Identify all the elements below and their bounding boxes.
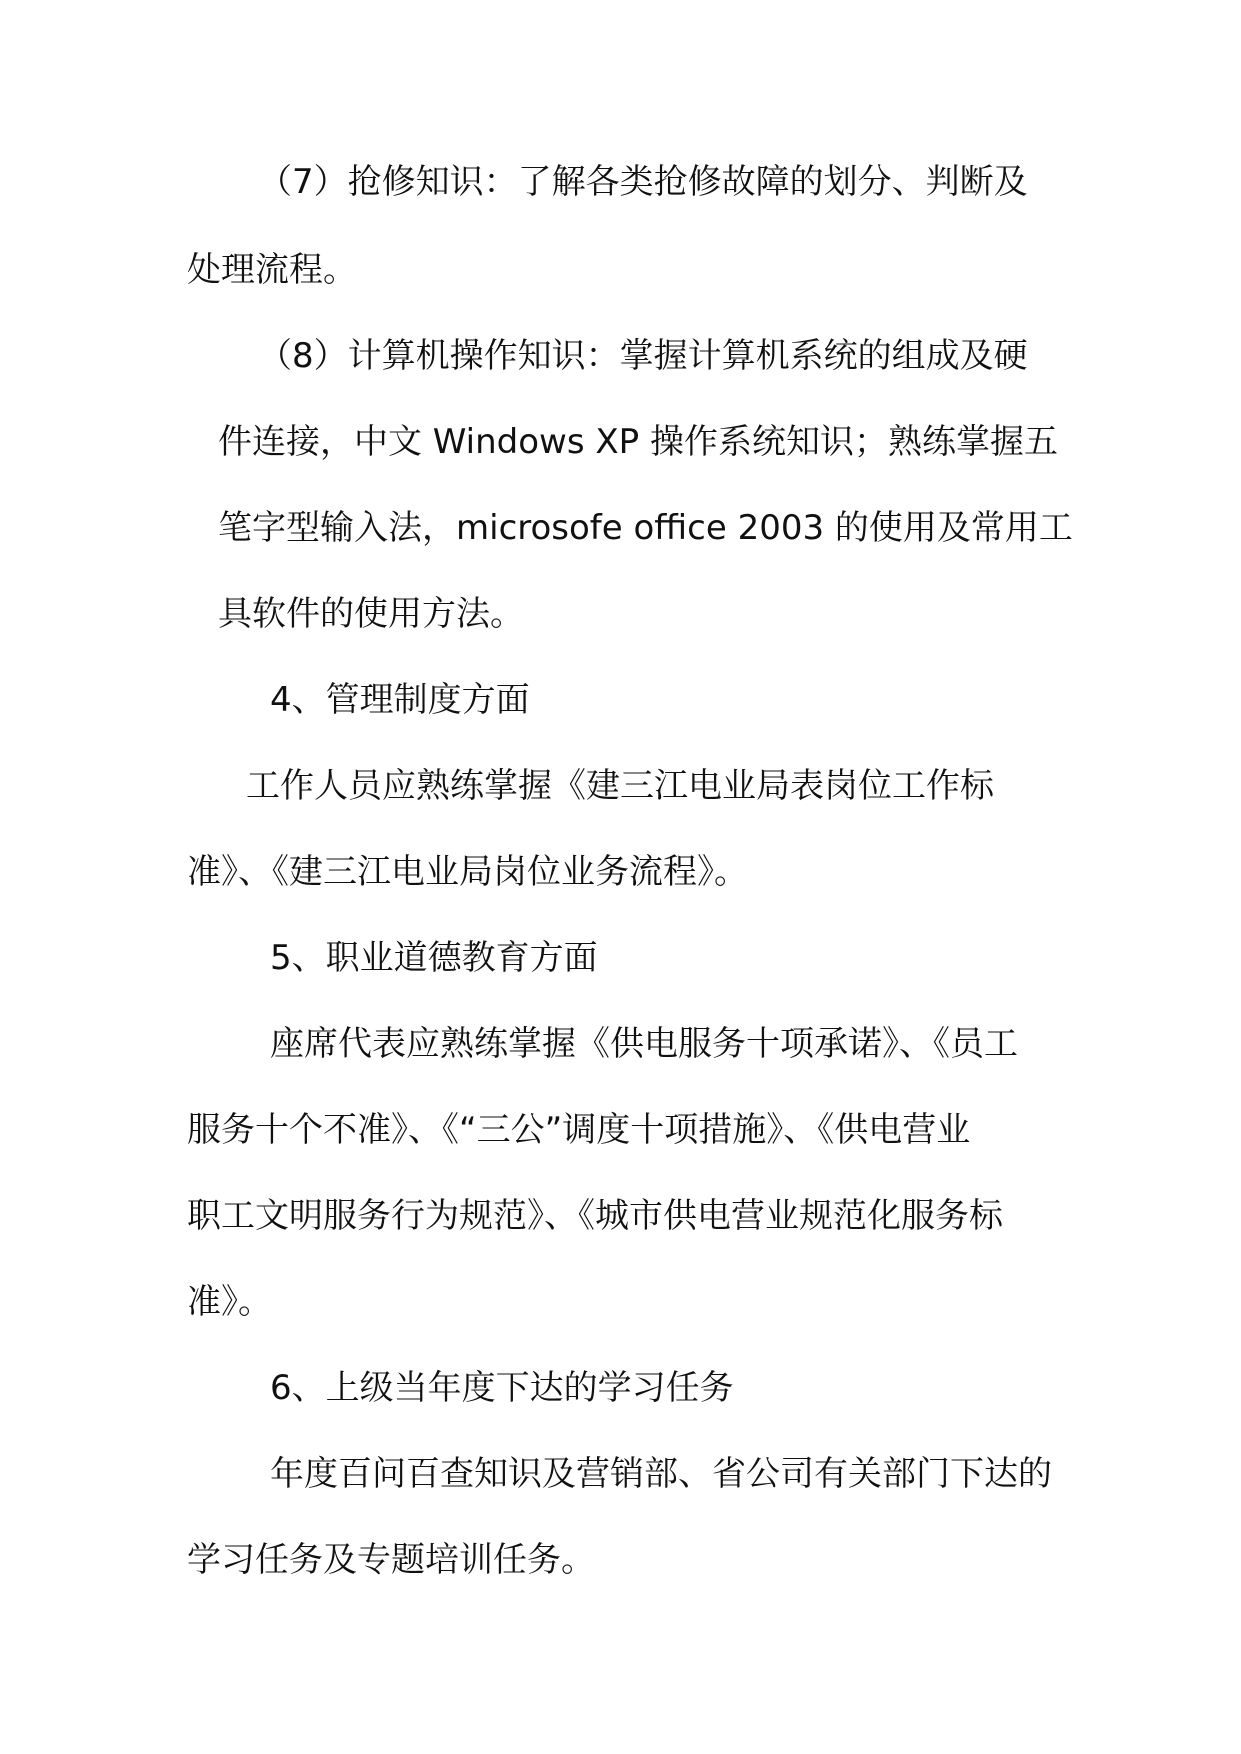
section-5-body-line-1: 座席代表应熟练掌握《供电服务十项承诺》、《员工 bbox=[270, 1024, 1018, 1064]
section-5-body-line-3: 职工文明服务行为规范》、《城市供电营业规范化服务标 bbox=[187, 1196, 1003, 1236]
paragraph-7-line-1: （7）抢修知识：了解各类抢修故障的划分、判断及 bbox=[258, 162, 1028, 202]
section-6-heading: 6、上级当年度下达的学习任务 bbox=[270, 1368, 734, 1408]
section-4-body-line-2: 准》、《建三江电业局岗位业务流程》。 bbox=[187, 852, 748, 892]
section-6-body-line-1: 年度百问百查知识及营销部、省公司有关部门下达的 bbox=[270, 1454, 1052, 1494]
paragraph-8-line-1: （8）计算机操作知识：掌握计算机系统的组成及硬 bbox=[258, 336, 1028, 376]
paragraph-7-line-2: 处理流程。 bbox=[187, 250, 357, 290]
paragraph-8-line-4: 具软件的使用方法。 bbox=[218, 594, 524, 634]
section-4-heading: 4、管理制度方面 bbox=[270, 680, 530, 720]
section-4-body-line-1: 工作人员应熟练掌握《建三江电业局表岗位工作标 bbox=[246, 766, 994, 806]
section-5-body-line-4: 准》。 bbox=[187, 1282, 272, 1322]
paragraph-8-line-2: 件连接，中文 Windows XP 操作系统知识；熟练掌握五 bbox=[218, 422, 1058, 462]
section-5-body-line-2: 服务十个不准》、《“三公”调度十项措施》、《供电营业 bbox=[187, 1110, 971, 1150]
paragraph-8-line-3: 笔字型输入法，microsofe office 2003 的使用及常用工 bbox=[218, 508, 1073, 548]
section-6-body-line-2: 学习任务及专题培训任务。 bbox=[187, 1540, 595, 1580]
section-5-heading: 5、职业道德教育方面 bbox=[270, 938, 598, 978]
